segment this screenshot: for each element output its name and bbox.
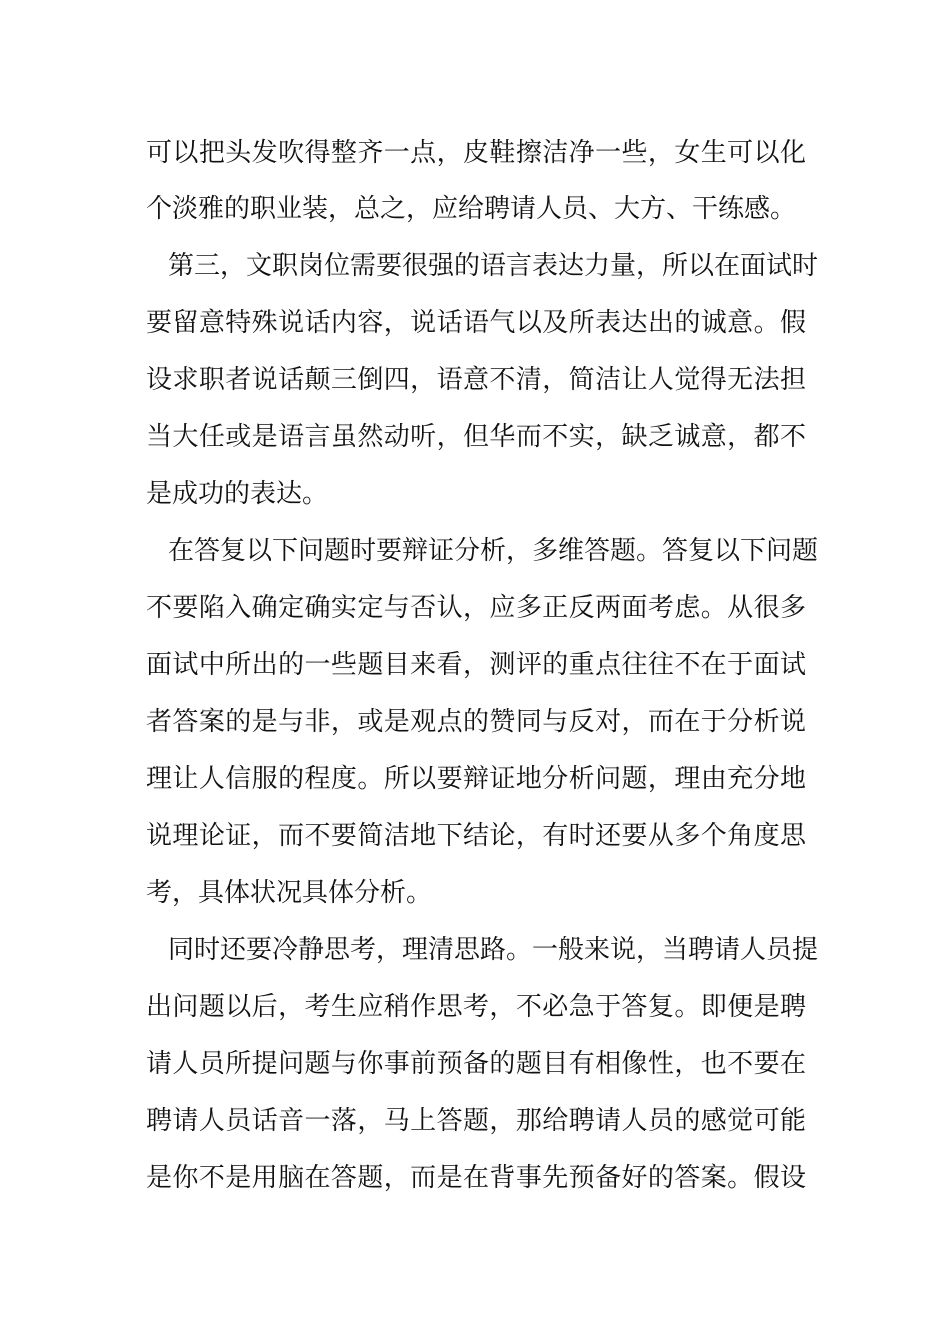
text-line-17: 请人员所提问题与你事前预备的题目有相像性，也不要在	[146, 1049, 806, 1079]
text-line-9: 不要陷入确定确实定与否认，应多正反两面考虑。从很多	[146, 593, 806, 623]
text-line-18: 聘请人员话音一落，马上答题，那给聘请人员的感觉可能	[146, 1106, 806, 1136]
paragraph-3-line-1: 第三，文职岗位需要很强的语言表达力量，所以在面试时	[168, 251, 819, 281]
text-line-12: 理让人信服的程度。所以要辩证地分析问题，理由充分地	[146, 764, 806, 794]
text-line-13: 说理论证，而不要简洁地下结论，有时还要从多个角度思	[146, 821, 806, 851]
text-line-7: 是成功的表达。	[146, 479, 329, 509]
text-line-4: 要留意特殊说话内容，说话语气以及所表达出的诚意。假	[146, 308, 806, 338]
text-line-19: 是你不是用脑在答题，而是在背事先预备好的答案。假设	[146, 1163, 806, 1193]
text-line-10: 面试中所出的一些题目来看，测评的重点往往不在于面试	[146, 650, 806, 680]
text-line-14: 考，具体状况具体分析。	[146, 878, 433, 908]
paragraph-4-line-1: 在答复以下问题时要辩证分析，多维答题。答复以下问题	[168, 536, 819, 566]
text-line-6: 当大任或是语言虽然动听，但华而不实，缺乏诚意，都不	[146, 422, 806, 452]
paragraph-5-line-1: 同时还要冷静思考，理清思路。一般来说，当聘请人员提	[168, 935, 819, 965]
text-line-16: 出问题以后，考生应稍作思考，不必急于答复。即便是聘	[146, 992, 806, 1022]
text-line-5: 设求职者说话颠三倒四，语意不清，简洁让人觉得无法担	[146, 365, 806, 395]
text-line-11: 者答案的是与非，或是观点的赞同与反对，而在于分析说	[146, 707, 806, 737]
text-line-2: 个淡雅的职业装，总之，应给聘请人员、大方、干练感。	[146, 194, 797, 224]
text-line-1: 可以把头发吹得整齐一点，皮鞋擦洁净一些，女生可以化	[146, 138, 806, 168]
